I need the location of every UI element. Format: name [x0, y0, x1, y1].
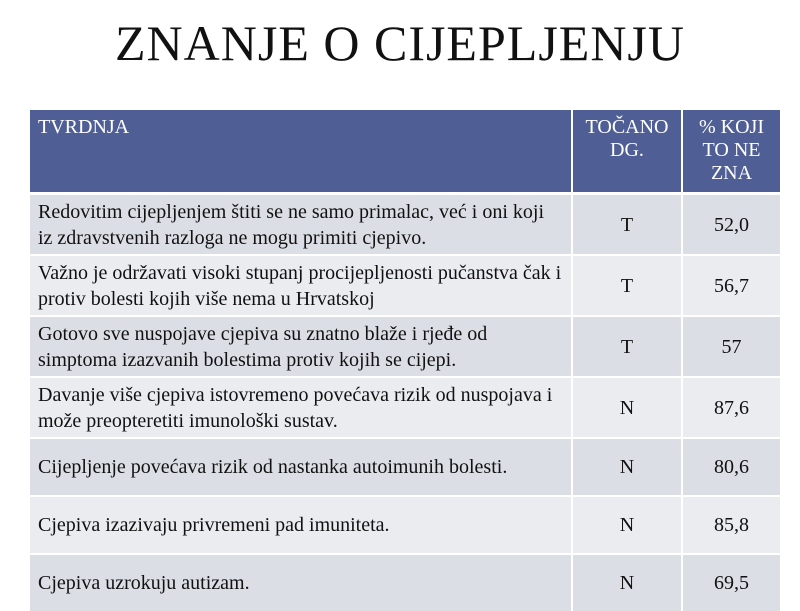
- correct-answer-cell: N: [572, 554, 682, 611]
- slide-title: ZNANJE O CIJEPLJENJU: [115, 15, 685, 71]
- table-row: [30, 316, 780, 377]
- correct-answer-cell: N: [572, 377, 682, 438]
- correct-answer-cell: N: [572, 496, 682, 554]
- vaccination-knowledge-table: [30, 110, 780, 611]
- percent-cell: 56,7: [682, 255, 780, 316]
- correct-answer-cell: T: [572, 255, 682, 316]
- statement-cell: Davanje više cjepiva istovremeno povećava rizik od nuspojava i može preopteretiti imunološki sustav.: [30, 377, 572, 438]
- percent-cell: 69,5: [682, 554, 780, 611]
- statement-cell: Cjepiva uzrokuju autizam.: [30, 554, 572, 611]
- percent-cell: 87,6: [682, 377, 780, 438]
- statement-cell: Važno je održavati visoki stupanj procijepljenosti pučanstva čak i protiv bolesti kojih više nema u Hrvatskoj: [30, 255, 572, 316]
- statement-cell: Cijepljenje povećava rizik od nastanka autoimunih bolesti.: [30, 438, 572, 496]
- correct-answer-cell: T: [572, 194, 682, 256]
- header-correct-answer: TOČANO DG.: [572, 110, 682, 194]
- table-row: [30, 194, 780, 256]
- correct-answer-cell: T: [572, 316, 682, 377]
- statement-cell: Redovitim cijepljenjem štiti se ne samo primalac, već i oni koji iz zdravstvenih razloga ne mogu primiti cjepivo.: [30, 194, 572, 256]
- header-statement: TVRDNJA: [30, 110, 572, 194]
- correct-answer-cell: N: [572, 438, 682, 496]
- table-row: [30, 377, 780, 438]
- table-row: [30, 255, 780, 316]
- table-row: [30, 554, 780, 611]
- table-header-row: [30, 110, 780, 194]
- percent-cell: 85,8: [682, 496, 780, 554]
- table-row: [30, 496, 780, 554]
- percent-cell: 57: [682, 316, 780, 377]
- table-row: [30, 438, 780, 496]
- percent-cell: 80,6: [682, 438, 780, 496]
- percent-cell: 52,0: [682, 194, 780, 256]
- header-percent-unknown: % KOJI TO NE ZNA: [682, 110, 780, 194]
- statement-cell: Gotovo sve nuspojave cjepiva su znatno blaže i rjeđe od simptoma izazvanih bolestima protiv kojih se cijepi.: [30, 316, 572, 377]
- statement-cell: Cjepiva izazivaju privremeni pad imuniteta.: [30, 496, 572, 554]
